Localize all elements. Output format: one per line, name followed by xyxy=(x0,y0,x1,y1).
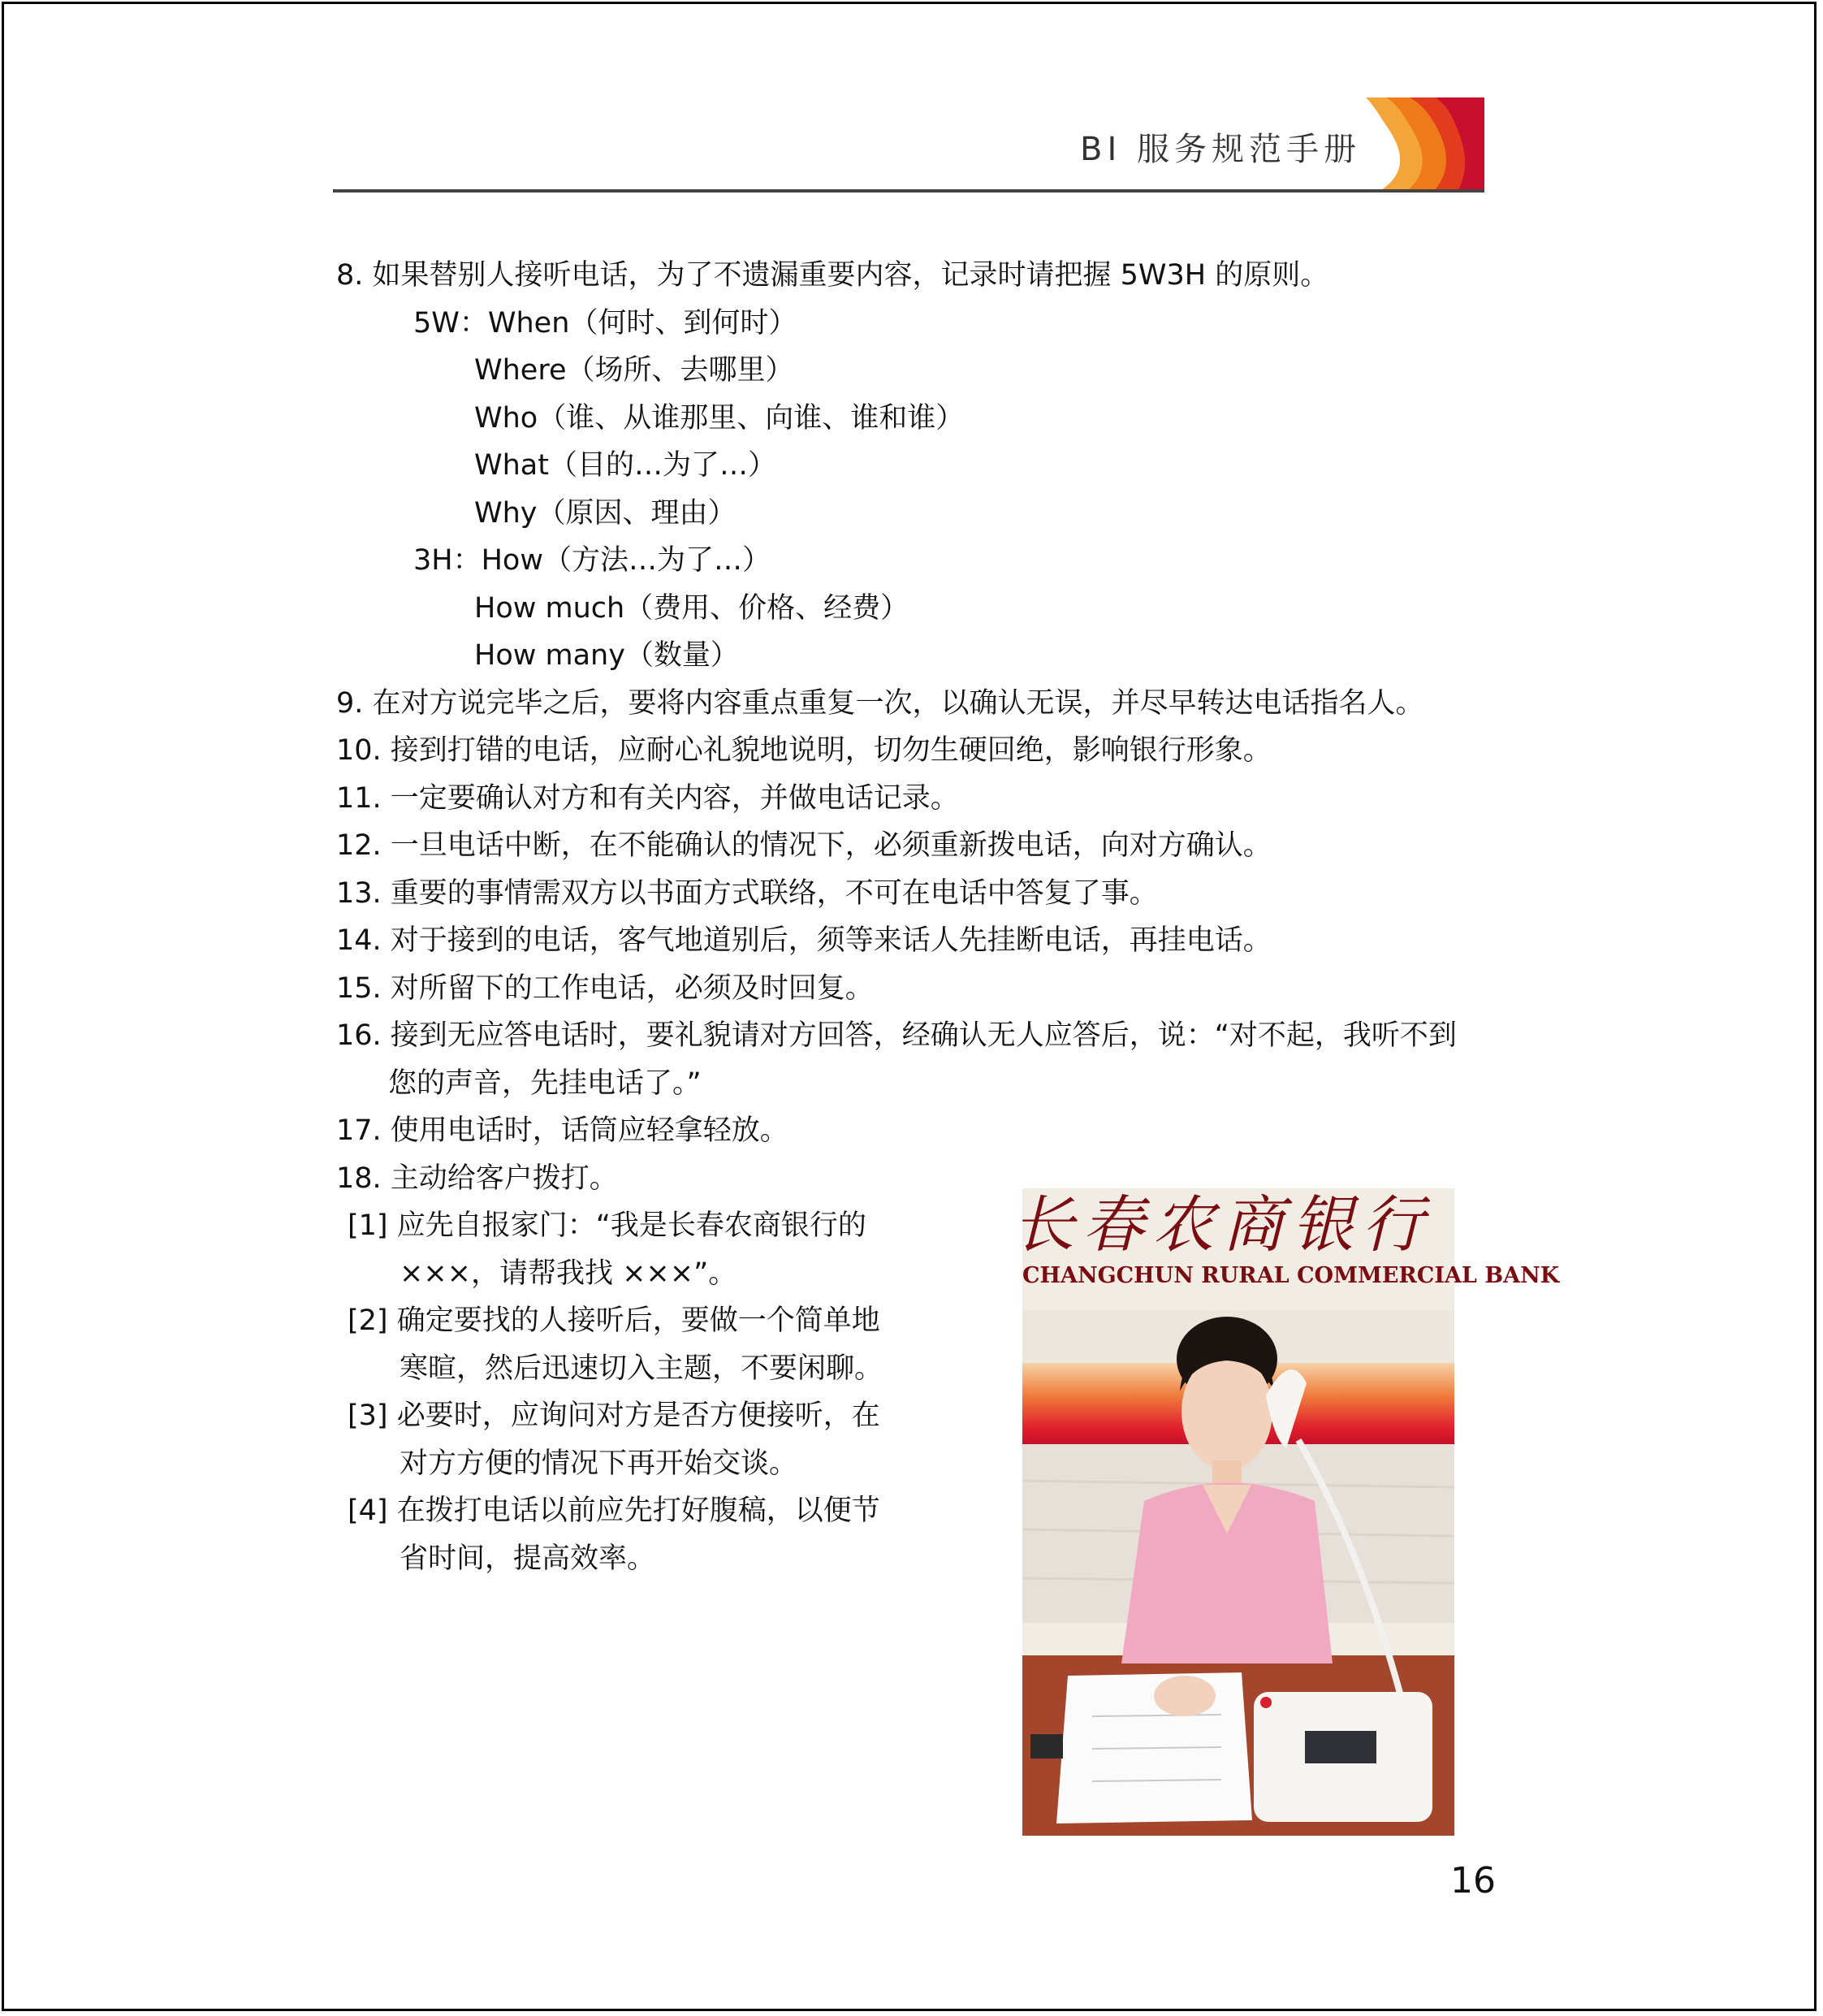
list-item-3h-how: 3H：How（方法…为了…） xyxy=(413,544,771,577)
sub-item-4: [4] 在拨打电话以前应先打好腹稿，以便节 xyxy=(348,1495,880,1527)
photo-sign-en: CHANGCHUN RURAL COMMERCIAL BANK xyxy=(1022,1263,1560,1288)
page-number: 16 xyxy=(1450,1860,1496,1901)
header-title: BI 服务规范手册 xyxy=(1080,131,1361,168)
header-decoration-wave xyxy=(1366,97,1484,193)
list-item-8: 8. 如果替别人接听电话，为了不遗漏重要内容，记录时请把握 5W3H 的原则。 xyxy=(336,259,1329,292)
list-item-5w-who: Who（谁、从谁那里、向谁、谁和谁） xyxy=(474,402,965,435)
list-item-13: 13. 重要的事情需双方以书面方式联络，不可在电话中答复了事。 xyxy=(336,877,1158,910)
sub-item-2-cont: 寒暄，然后迅速切入主题，不要闲聊。 xyxy=(400,1352,883,1385)
list-item-9: 9. 在对方说完毕之后，要将内容重点重复一次，以确认无误，并尽早转达电话指名人。 xyxy=(336,687,1424,720)
list-item-11: 11. 一定要确认对方和有关内容，并做电话记录。 xyxy=(336,782,959,815)
list-item-5w-what: What（目的…为了…） xyxy=(474,449,776,482)
list-item-18: 18. 主动给客户拨打。 xyxy=(336,1162,618,1195)
list-item-15: 15. 对所留下的工作电话，必须及时回复。 xyxy=(336,972,874,1005)
list-item-16: 16. 接到无应答电话时，要礼貌请对方回答，经确认无人应答后，说：“对不起，我听不到 xyxy=(336,1019,1457,1052)
sub-item-3-cont: 对方方便的情况下再开始交谈。 xyxy=(400,1447,798,1480)
sub-item-4-cont: 省时间，提高效率。 xyxy=(400,1542,656,1575)
sub-item-2: [2] 确定要找的人接听后，要做一个简单地 xyxy=(348,1304,880,1337)
list-item-12: 12. 一旦电话中断，在不能确认的情况下，必须重新拨电话，向对方确认。 xyxy=(336,829,1272,862)
list-item-3h-how-much: How much（费用、价格、经费） xyxy=(474,592,909,625)
list-item-3h-how-many: How many（数量） xyxy=(474,639,739,672)
list-item-14: 14. 对于接到的电话，客气地道别后，须等来话人先挂断电话，再挂电话。 xyxy=(336,924,1272,957)
sub-item-1-cont: ×××，请帮我找 ×××”。 xyxy=(400,1257,737,1290)
list-item-10: 10. 接到打错的电话，应耐心礼貌地说明，切勿生硬回绝，影响银行形象。 xyxy=(336,734,1272,767)
list-item-5w-where: Where（场所、去哪里） xyxy=(474,354,794,387)
header-rule xyxy=(333,189,1484,193)
list-item-17: 17. 使用电话时，话筒应轻拿轻放。 xyxy=(336,1114,788,1147)
page-frame xyxy=(2,2,1817,2011)
sub-item-3: [3] 必要时，应询问对方是否方便接听，在 xyxy=(348,1400,880,1432)
receptionist-photo xyxy=(1013,1188,1560,1836)
sub-item-1: [1] 应先自报家门：“我是长春农商银行的 xyxy=(348,1209,866,1242)
list-item-16-cont: 您的声音，先挂电话了。” xyxy=(388,1067,702,1100)
list-item-5w-when: 5W：When（何时、到何时） xyxy=(413,307,797,340)
list-item-5w-why: Why（原因、理由） xyxy=(474,497,737,530)
photo-sign-cn: 长春农商银行 xyxy=(1013,1188,1432,1261)
